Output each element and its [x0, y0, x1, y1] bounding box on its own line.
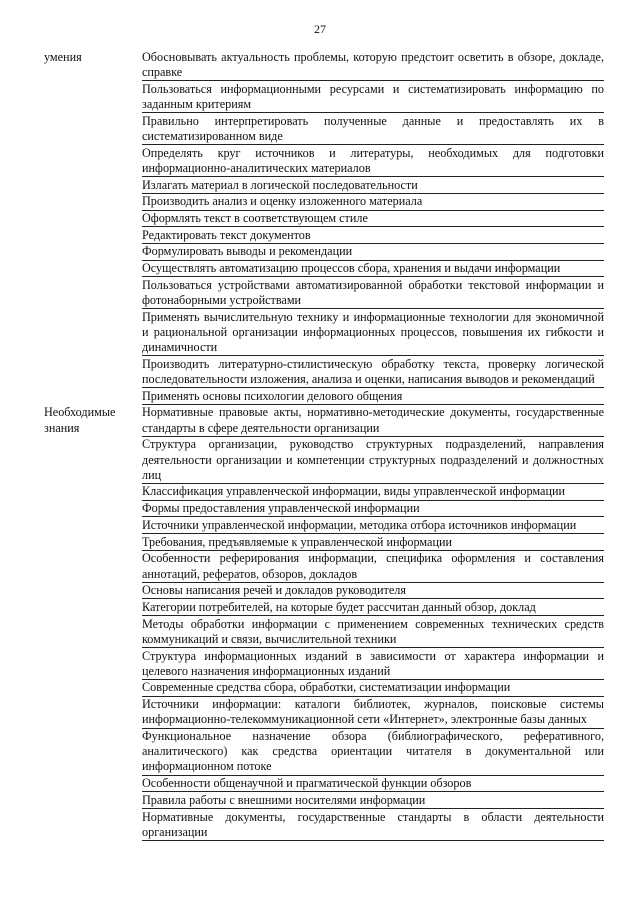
list-item: Применять вычислительную технику и информационные технологии для экономичной и рациональной организации информационных процессов, повышения их гибкости и динамичности [142, 310, 604, 357]
section-label: Необходимые знания [44, 405, 116, 435]
list-item: Производить литературно-стилистическую обработку текста, проверку логической последовательности изложения, анализа и оценки, написания выводов и рекомендаций [142, 357, 604, 388]
list-item: Обосновывать актуальность проблемы, которую предстоит осветить в обзоре, докладе, справке [142, 50, 604, 81]
section-items [142, 405, 604, 841]
list-item: Особенности общенаучной и прагматической функции обзоров [142, 776, 604, 792]
list-item: Формы предоставления управленческой информации [142, 501, 604, 517]
list-item: Формулировать выводы и рекомендации [142, 244, 604, 260]
list-item: Современные средства сбора, обработки, систематизации информации [142, 680, 604, 696]
list-item: Нормативные документы, государственные стандарты в области деятельности организации [142, 810, 604, 841]
list-item: Категории потребителей, на которые будет рассчитан данный обзор, доклад [142, 600, 604, 616]
list-item: Осуществлять автоматизацию процессов сбора, хранения и выдачи информации [142, 261, 604, 277]
list-item: Редактировать текст документов [142, 228, 604, 244]
list-item: Структура информационных изданий в зависимости от характера информации и целевого назначения информационных изданий [142, 649, 604, 680]
section-knowledge [44, 405, 604, 841]
list-item: Источники управленческой информации, методика отбора источников информации [142, 518, 604, 534]
list-item: Нормативные правовые акты, нормативно-методические документы, государственные стандарты в сфере деятельности организации [142, 405, 604, 436]
list-item: Особенности реферирования информации, специфика оформления и составления аннотаций, рефератов, обзоров, докладов [142, 551, 604, 582]
list-item: Излагать материал в логической последовательности [142, 178, 604, 194]
list-item: Определять круг источников и литературы, необходимых для подготовки информационно-аналитических материалов [142, 146, 604, 177]
page-number: 27 [314, 22, 326, 36]
list-item: Методы обработки информации с применением современных технических средств коммуникаций и связи, вычислительной техники [142, 617, 604, 648]
list-item: Применять основы психологии делового общения [142, 389, 604, 405]
section-label: умения [44, 50, 82, 64]
list-item: Требования, предъявляемые к управленческой информации [142, 535, 604, 551]
list-item: Основы написания речей и докладов руководителя [142, 583, 604, 599]
list-item: Производить анализ и оценку изложенного материала [142, 194, 604, 210]
list-item: Классификация управленческой информации, виды управленческой информации [142, 484, 604, 500]
list-item: Пользоваться устройствами автоматизированной обработки текстовой информации и фотонаборными устройствами [142, 278, 604, 309]
list-item: Структура организации, руководство структурных подразделений, направления деятельности организации и компетенции структурных подразделений и должностных лиц [142, 437, 604, 484]
skills-knowledge-table [44, 50, 604, 841]
list-item: Функциональное назначение обзора (библиографического, реферативного, аналитического) как средства ориентации читателя в документальной или информационном потоке [142, 729, 604, 776]
section-items [142, 50, 604, 405]
section-skills [44, 50, 604, 405]
list-item: Оформлять текст в соответствующем стиле [142, 211, 604, 227]
list-item: Правила работы с внешними носителями информации [142, 793, 604, 809]
list-item: Источники информации: каталоги библиотек, журналов, поисковые системы информационно-телекоммуникационной сети «Интернет», электронные базы данных [142, 697, 604, 728]
list-item: Пользоваться информационными ресурсами и систематизировать информацию по заданным критериям [142, 82, 604, 113]
list-item: Правильно интерпретировать полученные данные и предоставлять их в систематизированном виде [142, 114, 604, 145]
